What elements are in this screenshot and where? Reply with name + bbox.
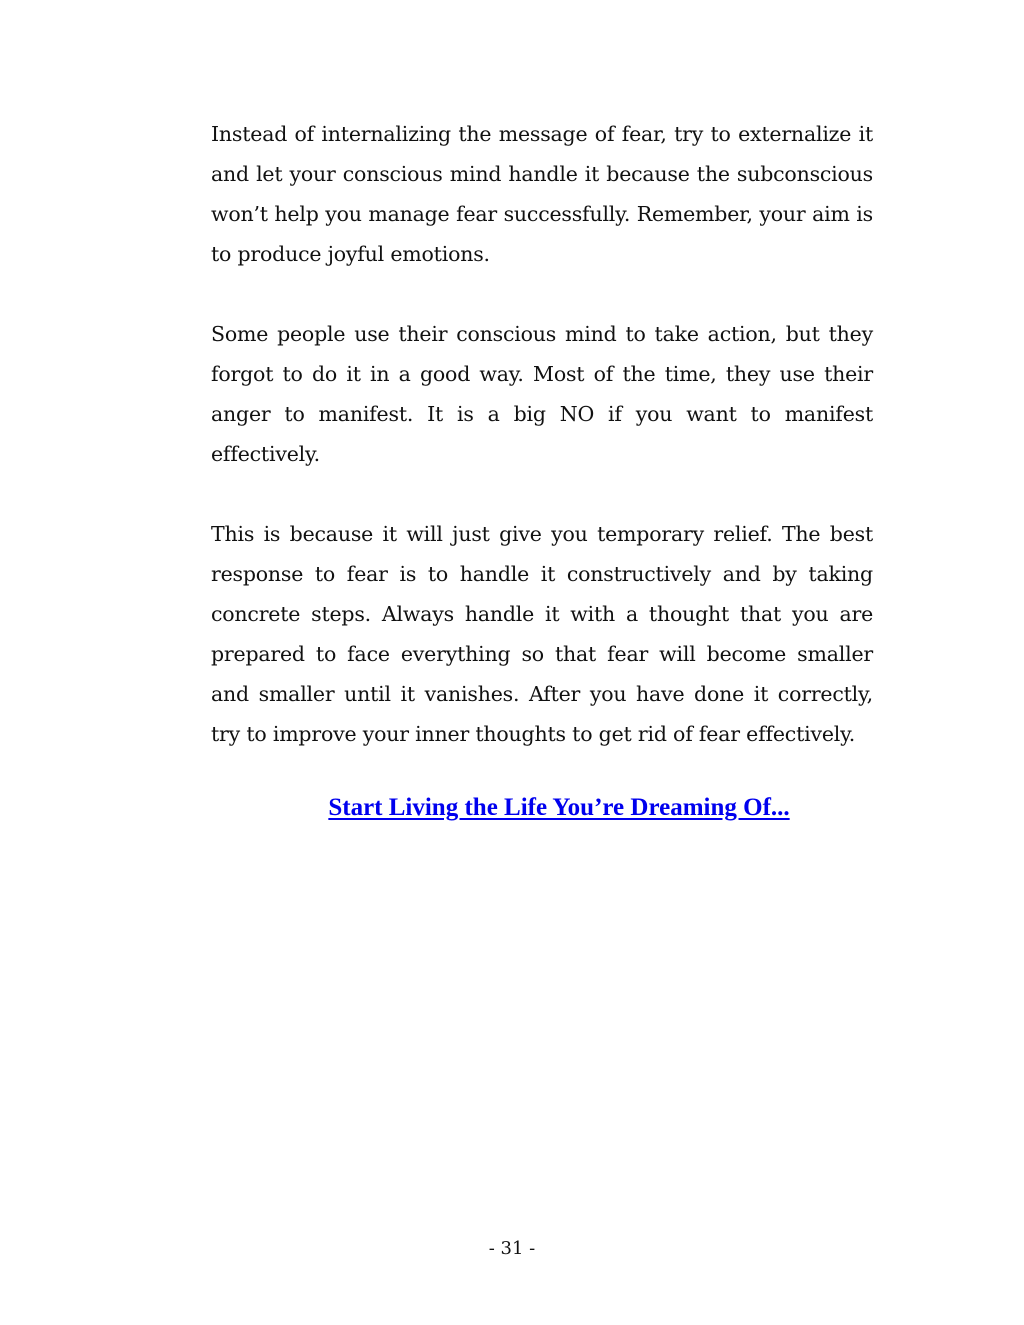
page-number: - 31 - (488, 1238, 536, 1259)
body-text (211, 114, 873, 822)
dreaming-of-link[interactable]: Start Living the Life You’re Dreaming Of... (328, 794, 790, 821)
link-container (211, 794, 873, 822)
paragraph-3: This is because it will just give you temporary relief. The best response to fear is to handle it constructively and by taking concrete steps. Always handle it with a thought that you are prepared to face everything so that fear will become smaller and smaller until it vanishes. After you have done it correctly, try to improve your inner thoughts to get rid of fear effectively. (211, 522, 873, 746)
paragraph-1: Instead of internalizing the message of fear, try to externalize it and let your conscious mind handle it because the subconscious won’t help you manage fear successfully. Remember, your aim is to produce joyful emotions. (211, 122, 873, 266)
paragraph-2: Some people use their conscious mind to take action, but they forgot to do it in a good way. Most of the time, they use their anger to manifest. It is a big NO if you want to manifest effectively. (211, 322, 873, 466)
